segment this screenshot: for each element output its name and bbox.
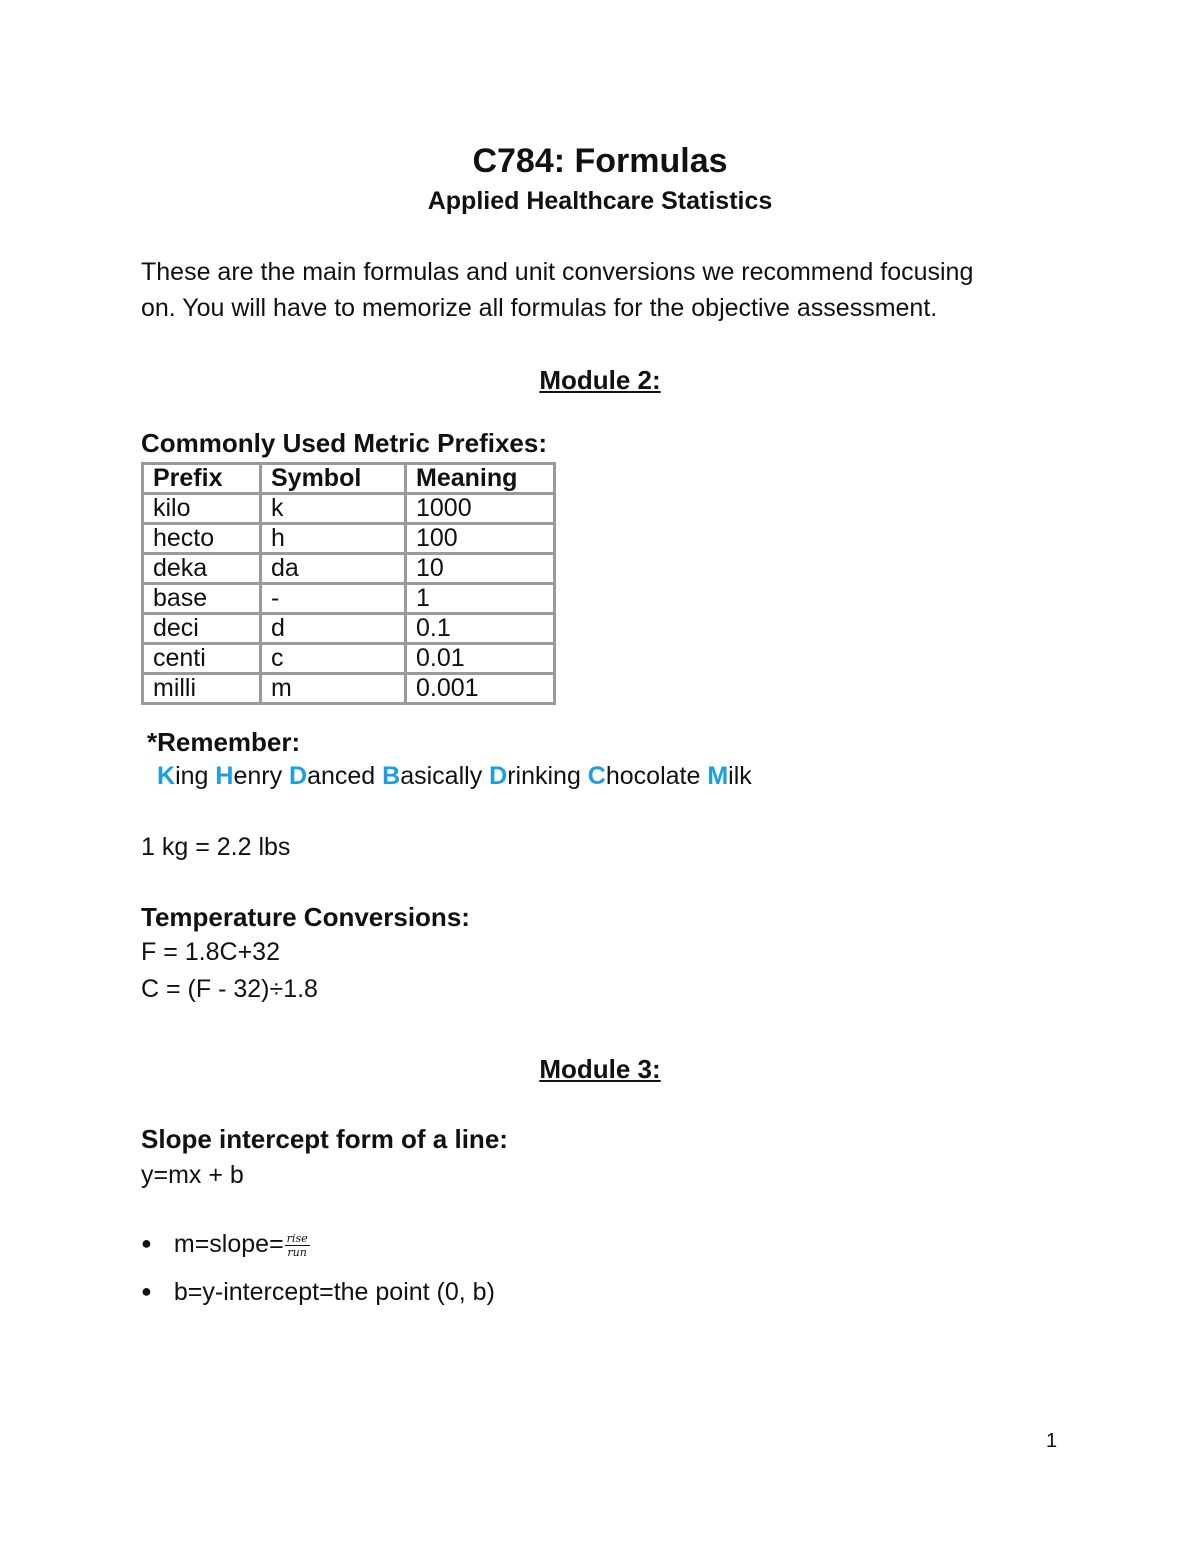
table-cell: 0.01 xyxy=(406,644,555,674)
table-cell: base xyxy=(143,584,261,614)
slope-formula: y=mx + b xyxy=(141,1161,244,1189)
table-row xyxy=(143,554,555,584)
table-row xyxy=(143,524,555,554)
table-cell: 1 xyxy=(406,584,555,614)
module-2-heading: Module 2: xyxy=(539,365,661,395)
mnemonic-word-rest: asically xyxy=(400,762,490,790)
mnemonic-initial: B xyxy=(382,762,401,790)
page-title: C784: Formulas xyxy=(472,142,728,180)
mnemonic-initial: M xyxy=(707,762,729,790)
table-cell: m xyxy=(261,674,406,704)
table-cell: centi xyxy=(143,644,261,674)
intro-line-1: These are the main formulas and unit conversions we recommend focusing xyxy=(141,258,974,286)
bullet-icon: ● xyxy=(141,1233,152,1253)
table-cell: kilo xyxy=(143,494,261,524)
module-3-heading: Module 3: xyxy=(539,1054,661,1084)
mnemonic-word-rest: anced xyxy=(307,762,383,790)
weight-conversion: 1 kg = 2.2 lbs xyxy=(141,833,291,861)
mnemonic-word-rest: rinking xyxy=(507,762,588,790)
table-header-row xyxy=(143,464,555,494)
table-cell: hecto xyxy=(143,524,261,554)
table-cell: c xyxy=(261,644,406,674)
table-cell: 10 xyxy=(406,554,555,584)
bullet-item-slope xyxy=(141,1230,310,1259)
table-cell: 0.001 xyxy=(406,674,555,704)
metric-prefixes-heading: Commonly Used Metric Prefixes: xyxy=(141,428,548,458)
mnemonic-word-rest: ilk xyxy=(728,762,752,790)
bullet-item-intercept xyxy=(141,1278,495,1307)
mnemonic-initial: H xyxy=(215,762,234,790)
table-cell: 1000 xyxy=(406,494,555,524)
table-cell: 100 xyxy=(406,524,555,554)
mnemonic-initial: C xyxy=(587,762,606,790)
metric-prefix-table xyxy=(141,462,556,705)
table-row xyxy=(143,494,555,524)
mnemonic-word-rest: hocolate xyxy=(605,762,708,790)
table-row xyxy=(143,644,555,674)
table-cell: h xyxy=(261,524,406,554)
table-row xyxy=(143,614,555,644)
rise-over-run-fraction xyxy=(285,1232,310,1259)
mnemonic-word-rest: enry xyxy=(233,762,290,790)
table-cell: 0.1 xyxy=(406,614,555,644)
mnemonic-word-rest: ing xyxy=(175,762,216,790)
table-cell: milli xyxy=(143,674,261,704)
table-cell: k xyxy=(261,494,406,524)
table-header-cell: Prefix xyxy=(143,464,261,494)
slope-heading: Slope intercept form of a line: xyxy=(141,1124,508,1154)
fraction-denominator: run xyxy=(287,1245,307,1259)
table-cell: da xyxy=(261,554,406,584)
remember-label: *Remember: xyxy=(147,727,301,757)
table-cell: deci xyxy=(143,614,261,644)
fraction-numerator: rise xyxy=(286,1231,308,1245)
page-subtitle: Applied Healthcare Statistics xyxy=(427,187,773,215)
bullet-text: m=slope= xyxy=(173,1230,284,1258)
table-row xyxy=(143,584,555,614)
temp-c-formula: C = (F - 32)÷1.8 xyxy=(141,975,318,1003)
table-cell: deka xyxy=(143,554,261,584)
temp-f-formula: F = 1.8C+32 xyxy=(141,938,280,966)
table-header-cell: Meaning xyxy=(406,464,555,494)
table-row xyxy=(143,674,555,704)
mnemonic-initial: D xyxy=(489,762,508,790)
table-cell: - xyxy=(261,584,406,614)
mnemonic-initial: D xyxy=(289,762,308,790)
page-number: 1 xyxy=(1046,1430,1058,1452)
bullet-icon: ● xyxy=(141,1281,152,1301)
temperature-heading: Temperature Conversions: xyxy=(141,902,470,932)
mnemonic-line xyxy=(157,762,752,791)
intro-line-2: on. You will have to memorize all formulas for the objective assessment. xyxy=(141,294,938,322)
table-cell: d xyxy=(261,614,406,644)
table-header-cell: Symbol xyxy=(261,464,406,494)
mnemonic-initial: K xyxy=(157,762,176,790)
bullet-text: b=y-intercept=the point (0, b) xyxy=(173,1278,495,1306)
